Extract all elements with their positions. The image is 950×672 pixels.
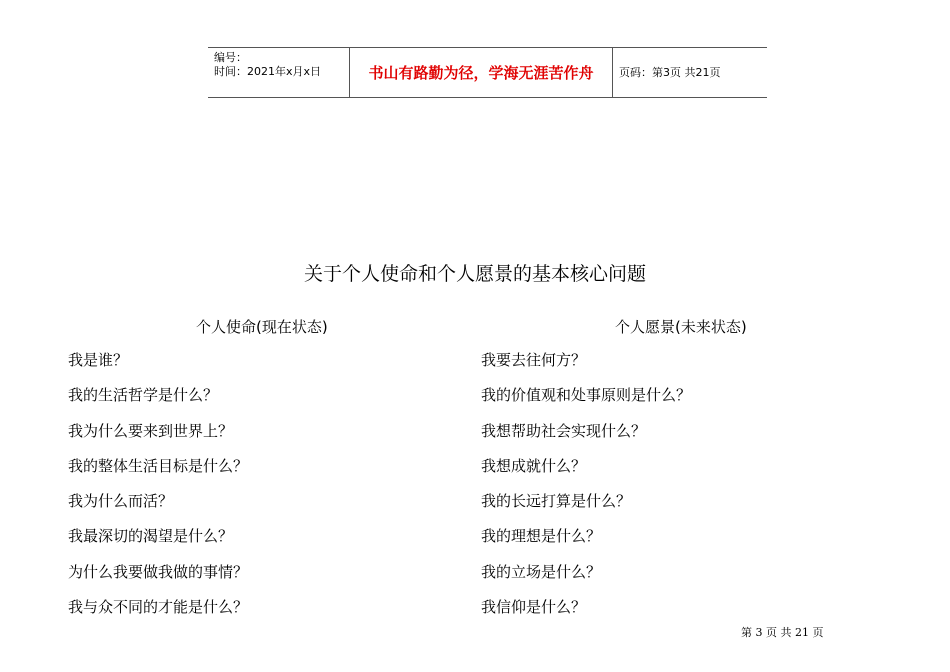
vision-question-list xyxy=(481,349,691,631)
page-title: 关于个人使命和个人愿景的基本核心问题 xyxy=(303,263,646,285)
header-motto-cell xyxy=(350,48,613,97)
vision-question: 我的价值观和处事原则是什么？ xyxy=(481,386,692,405)
mission-question: 我与众不同的才能是什么？ xyxy=(68,598,249,617)
mission-question: 我的整体生活目标是什么？ xyxy=(68,456,249,475)
vision-question: 我的立场是什么？ xyxy=(481,562,602,581)
mission-column-heading: 个人使命(现在状态) xyxy=(196,318,328,336)
page-footer: 第 3 页 共 21 页 xyxy=(741,626,824,639)
mission-question: 我为什么要来到世界上？ xyxy=(68,421,234,440)
mission-question: 为什么我要做我做的事情？ xyxy=(68,562,249,581)
document-time-label: 时间：2021年x月x日 xyxy=(214,65,322,78)
header-page-info: 页码：第3页 共21页 xyxy=(619,66,721,79)
vision-question: 我的长远打算是什么？ xyxy=(481,492,632,511)
vision-column-heading: 个人愿景(未来状态) xyxy=(615,318,747,336)
vision-question: 我要去往何方？ xyxy=(481,351,587,369)
vision-question: 我想成就什么？ xyxy=(481,456,587,475)
document-number-label: 编号： xyxy=(214,51,247,64)
mission-question: 我最深切的渴望是什么？ xyxy=(68,527,234,546)
mission-question: 我为什么而活？ xyxy=(68,492,174,511)
mission-question-list xyxy=(68,349,248,631)
mission-question: 我是谁？ xyxy=(68,351,129,369)
vision-question: 我的理想是什么？ xyxy=(481,527,602,546)
mission-question: 我的生活哲学是什么？ xyxy=(68,386,219,405)
header-motto: 书山有路勤为径，学海无涯苦作舟 xyxy=(368,64,594,82)
vision-question: 我信仰是什么？ xyxy=(481,598,587,617)
header-meta-cell xyxy=(208,48,350,97)
document-header xyxy=(208,47,767,98)
vision-question: 我想帮助社会实现什么？ xyxy=(481,421,647,440)
header-page-cell xyxy=(613,48,767,97)
